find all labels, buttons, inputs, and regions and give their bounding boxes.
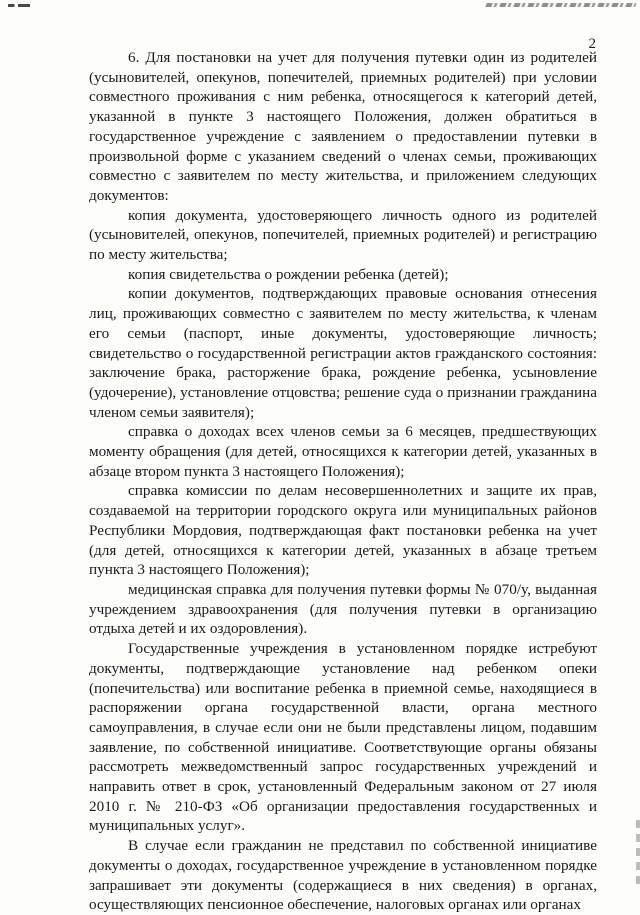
- paragraph-birth-certificate: копия свидетельства о рождении ребенка (детей);: [128, 265, 449, 283]
- paragraph-medical-certificate: медицинская справка для получения путевки формы № 070/у, выданная учреждением здравоохранения (для получения путевки в организацию отдыха детей и их оздоровления).: [89, 580, 597, 638]
- paragraph-family-documents: копии документов, подтверждающих правовые основания отнесения лиц, проживающих совместно с заявителем по месту жительства, к членам его семьи (паспорт, иные документы, удостоверяющие личность; свидетельство о государственной регистрации актов гражданского состояния: заключение брака, расторжение брака, рождение ребенка, усыновление (удочерение), установление отцовства; решение суда о признании гражданина членом семьи заявителя);: [89, 285, 597, 421]
- paragraph-interagency-request: Государственные учреждения в установленном порядке истребуют документы, подтверждающие установление над ребенком опеки (попечительства) или воспитание ребенка в приемной семье, находящиеся в распоряжении органа государственной власти, органа местного самоуправления, в случае если они не были представлены лицом, подавшим заявление, по собственной инициативе. Соответствующие органы обязаны рассмотреть межведомственный запрос государственных учреждений и направить ответ в срок, установленный Федеральным законом от 27 июля 2010 г. № 210-ФЗ «Об организации предоставления государственных и муниципальных услуг».: [89, 640, 597, 835]
- paragraph-item-6-intro: 6. Для постановки на учет для получения путевки один из родителей (усыновителей, опекунов, попечителей, приемных родителей) при условии совместного проживания с ним ребенка, относящегося к категорий детей, указанной в пункте 3 настоящего Положения, должен обратиться в государственное учреждение с заявлением о предоставлении путевки в произвольной форме с указанием сведений о членах семьи, проживающих совместно с заявителем по месту жительства, и приложением следующих документов:: [89, 49, 597, 204]
- paragraph-commission-certificate: справка комиссии по делам несовершеннолетних и защите их прав, создаваемой на территории городского округа или муниципальных районов Республики Мордовия, подтверждающая факт постановки ребенка на учет (для детей, относящихся к категории детей, указанных в абзаце третьем пункта 3 настоящего Положения);: [89, 482, 597, 579]
- paragraph-passport-copy: копия документа, удостоверяющего личность одного из родителей (усыновителей, опекунов, попечителей, приемных родителей) и регистрацию по месту жительства;: [89, 206, 597, 264]
- scan-artifact-right-edge: [636, 820, 640, 890]
- scan-artifact-top-left: [8, 4, 30, 7]
- paragraph-income-documents-request: В случае если гражданин не представил по собственной инициативе документы о доходах, государственное учреждение в установленном порядке запрашивает эти документы (содержащиеся в них сведения) в органах, осуществляющих пенсионное обеспечение, налоговых органах или органах: [89, 837, 597, 914]
- paragraph-income-certificate: справка о доходах всех членов семьи за 6 месяцев, предшествующих моменту обращения (для детей, относящихся к категории детей, указанных в абзаце втором пункта 3 настоящего Положения);: [89, 423, 597, 480]
- document-body: [89, 48, 597, 915]
- page-number: 2: [588, 36, 596, 52]
- scan-artifact-top-right: [485, 3, 636, 7]
